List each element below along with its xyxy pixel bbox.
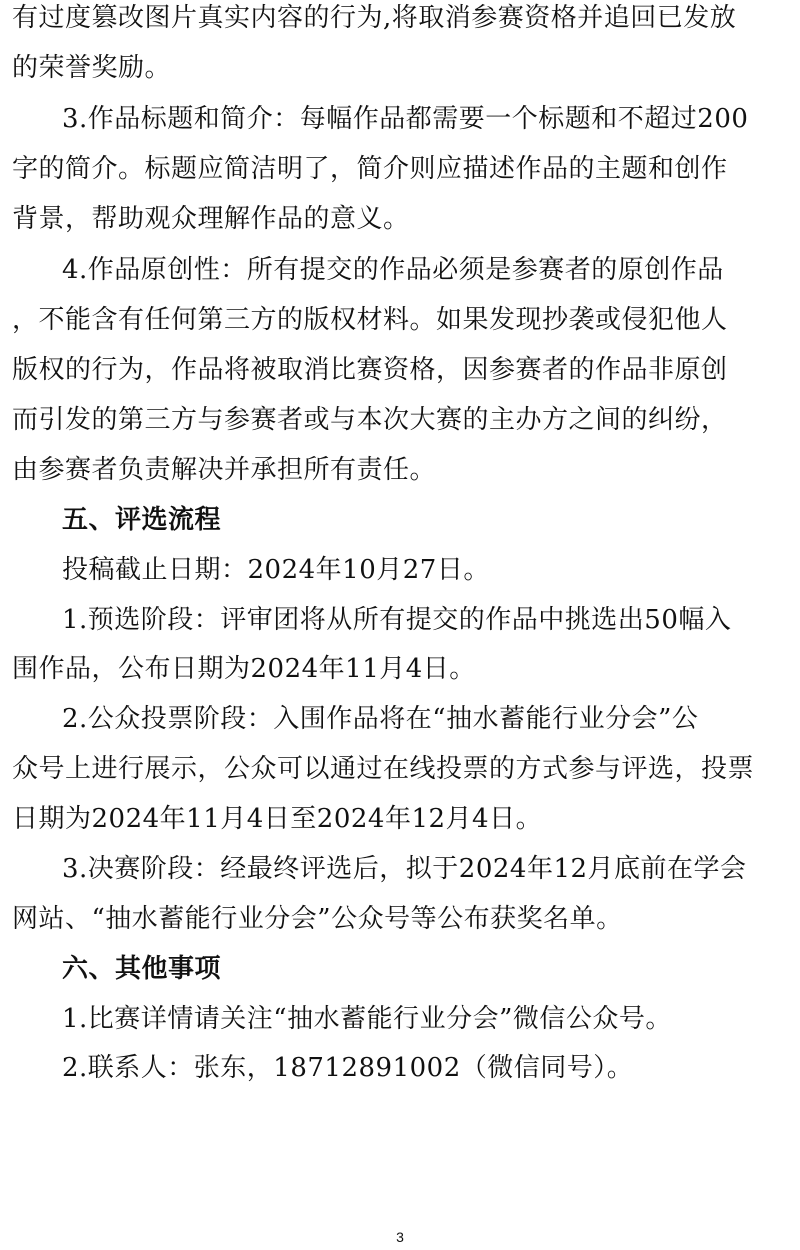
paragraph-line: 1.预选阶段：评审团将从所有提交的作品中挑选出50幅入 [62,605,732,635]
page-number: 3 [396,1229,404,1245]
paragraph-line: 背景，帮助观众理解作品的意义。 [12,204,410,234]
paragraph-line: 2.联系人：张东，18712891002（微信同号）。 [62,1053,634,1083]
section-heading: 五、评选流程 [62,505,222,535]
paragraph-line: 1.比赛详情请关注“抽水蓄能行业分会”微信公众号。 [62,1004,672,1034]
paragraph-line: 3.作品标题和简介：每幅作品都需要一个标题和不超过200 [62,104,749,134]
paragraph-line: 由参赛者负责解决并承担所有责任。 [12,455,437,485]
paragraph-line: 围作品，公布日期为2024年11月4日。 [12,654,476,684]
paragraph-line: 日期为2024年11月4日至2024年12月4日。 [12,804,543,834]
paragraph-line: 版权的行为，作品将被取消比赛资格，因参赛者的作品非原创 [12,355,728,385]
paragraph-line: 网站、“抽水蓄能行业分会”公众号等公布获奖名单。 [12,904,623,934]
paragraph-line: 有过度篡改图片真实内容的行为,将取消参赛资格并追回已发放 [12,3,737,33]
paragraph-line: 的荣誉奖励。 [12,53,172,83]
paragraph-line: 4.作品原创性：所有提交的作品必须是参赛者的原创作品 [62,255,724,285]
paragraph-line: 众号上进行展示，公众可以通过在线投票的方式参与评选，投票 [12,754,755,784]
paragraph-line: 2.公众投票阶段：入围作品将在“抽水蓄能行业分会”公 [62,704,699,734]
paragraph-line: 投稿截止日期：2024年10月27日。 [62,555,490,585]
paragraph-line: 而引发的第三方与参赛者或与本次大赛的主办方之间的纠纷， [12,405,728,435]
paragraph-line: ，不能含有任何第三方的版权材料。如果发现抄袭或侵犯他人 [12,305,728,335]
paragraph-line: 3.决赛阶段：经最终评选后，拟于2024年12月底前在学会 [62,854,747,884]
paragraph-line: 字的简介。标题应简洁明了，简介则应描述作品的主题和创作 [12,154,728,184]
section-heading: 六、其他事项 [62,954,222,984]
